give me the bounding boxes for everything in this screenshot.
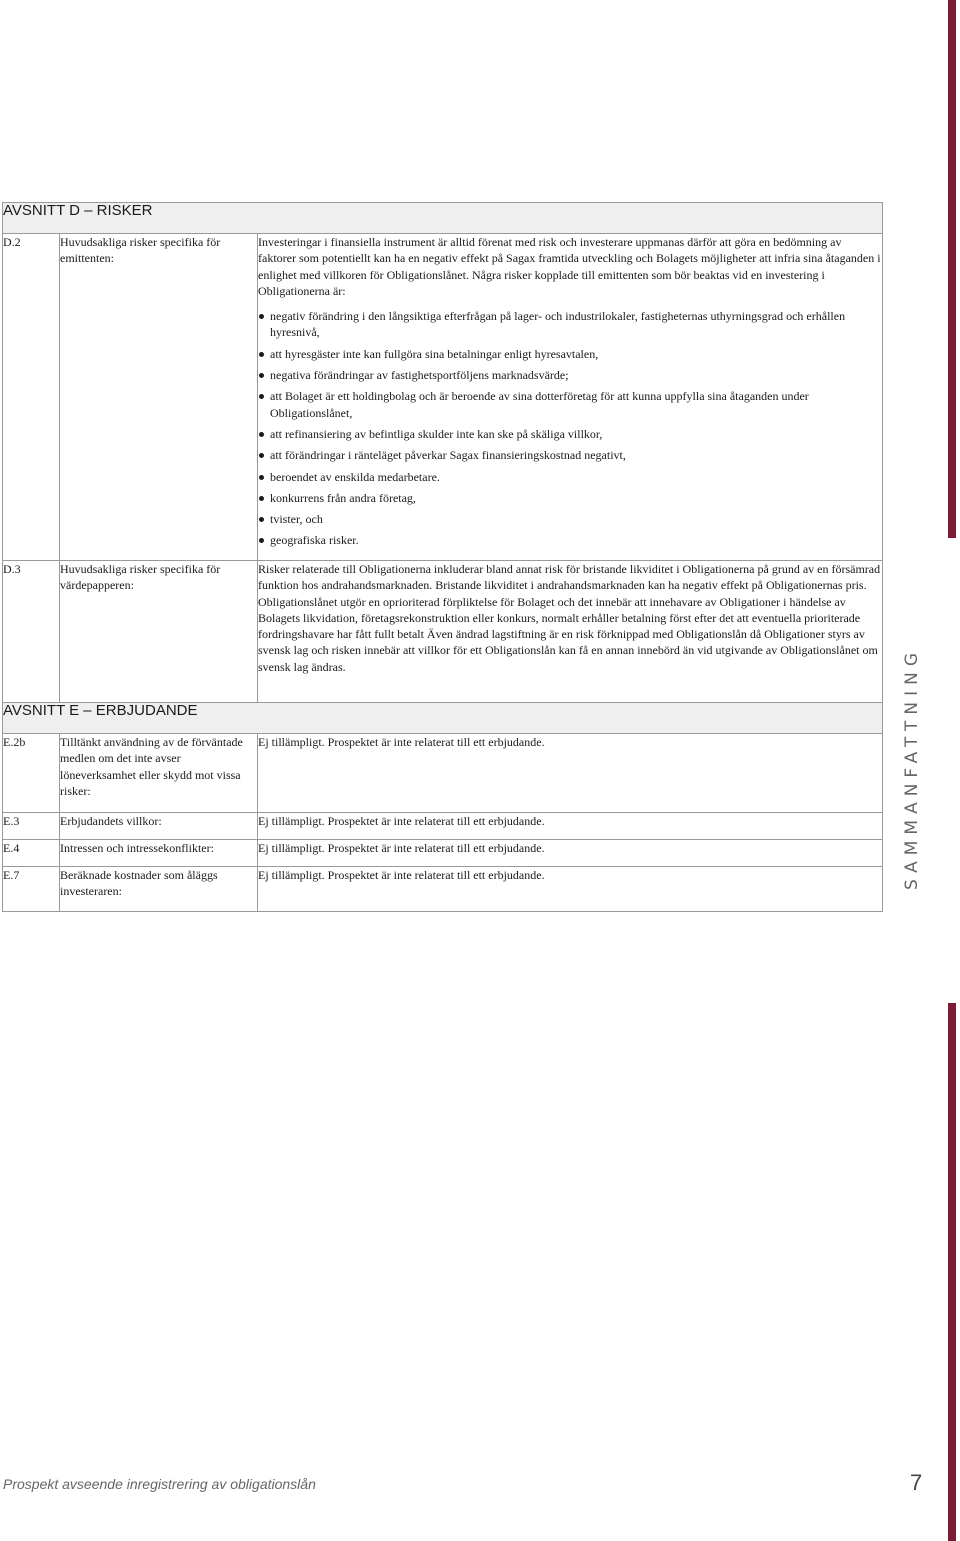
element-content: Ej tillämpligt. Prospektet är inte relaterat till ett erbjudande. xyxy=(258,840,883,867)
element-content: Ej tillämpligt. Prospektet är inte relaterat till ett erbjudande. xyxy=(258,867,883,912)
list-item: att förändringar i ränteläget påverkar Sagax finansieringskostnad negativt, xyxy=(270,447,882,463)
element-label: Huvudsakliga risker specifika för värdepapperen: xyxy=(60,561,258,703)
list-item: negativ förändring i den långsiktiga efterfrågan på lager- och industrilokaler, fastigheternas uthyrningsgrad och erhållen hyresnivå, xyxy=(270,308,882,341)
element-label: Intressen och intressekonflikter: xyxy=(60,840,258,867)
section-d-heading: AVSNITT D – RISKER xyxy=(3,203,883,234)
sidebar-accent-bar-top xyxy=(948,0,956,538)
section-e-header-row xyxy=(3,703,883,734)
element-code: E.3 xyxy=(3,813,60,840)
section-d-header-row xyxy=(3,203,883,234)
table-row xyxy=(3,867,883,912)
list-item: beroendet av enskilda medarbetare. xyxy=(270,469,882,485)
list-item: att refinansiering av befintliga skulder inte kan ske på skäliga villkor, xyxy=(270,426,882,442)
d3-text: Risker relaterade till Obligationerna inkluderar bland annat risk för bristande likviditet i Obligationerna på grund av en försämrad funktion hos andrahandsmarknaden. Bristande likviditet i andrahandsmarknaden kan ha negativ effekt på Obligationernas pris. Obligationslånet utgör en oprioriterad förpliktelse för Bolaget och det innebär att innehavare av Obligationer i händelse av Bolagets likvidation, företagsrekonstruktion eller konkurs, normalt erhåller betalning först efter det att eventuella prioriterade fordringshavare har fått fullt betalt Även ändrad lagstiftning är en risk förknippad med Obligationslån då Obligationer styrs av svensk lag och risken innebär att villkor för ett Obligationslån kan få en annan innebörd än vid utgivande av Obligationslånet om svensk lag ändras. xyxy=(258,562,881,674)
element-content: Ej tillämpligt. Prospektet är inte relaterat till ett erbjudande. xyxy=(258,734,883,813)
list-item: konkurrens från andra företag, xyxy=(270,490,882,506)
list-item: geografiska risker. xyxy=(270,532,882,548)
footer-title: Prospekt avseende inregistrering av obligationslån xyxy=(3,1476,316,1492)
element-label: Huvudsakliga risker specifika för emittenten: xyxy=(60,234,258,561)
table-row xyxy=(3,840,883,867)
summary-table xyxy=(2,202,883,912)
element-content: Ej tillämpligt. Prospektet är inte relaterat till ett erbjudande. xyxy=(258,813,883,840)
sidebar-accent-bar-bottom xyxy=(948,1003,956,1541)
list-item: att Bolaget är ett holdingbolag och är beroende av sina dotterföretag för att kunna uppfylla sina åtaganden under Obligationslånet, xyxy=(270,388,882,421)
table-row xyxy=(3,813,883,840)
element-label: Erbjudandets villkor: xyxy=(60,813,258,840)
element-content xyxy=(258,234,883,561)
element-label: Beräknade kostnader som åläggs investeraren: xyxy=(60,867,258,912)
sidebar-section-label: SAMMANFATTNING xyxy=(902,646,922,890)
element-label: Tilltänkt användning av de förväntade medlen om det inte avser löneverksamhet eller skydd mot vissa risker: xyxy=(60,734,258,813)
d2-intro: Investeringar i finansiella instrument är alltid förenat med risk och investerare uppmanas därför att göra en bedömning av faktorer som potentiellt kan ha en negativ effekt på Sagax framtida utveckling och Bolagets möjligheter att infria sina åtaganden i enlighet med villkoren för Obligationslånet. Några risker kopplade till emittenten som bör beaktas vid en investering i Obligationerna är: xyxy=(258,235,881,298)
risk-list xyxy=(258,308,882,549)
element-code: E.2b xyxy=(3,734,60,813)
list-item: tvister, och xyxy=(270,511,882,527)
page-number: 7 xyxy=(910,1470,923,1495)
element-code: D.3 xyxy=(3,561,60,703)
element-code: E.7 xyxy=(3,867,60,912)
table-row xyxy=(3,234,883,561)
list-item: negativa förändringar av fastighetsportföljens marknadsvärde; xyxy=(270,367,882,383)
table-row xyxy=(3,561,883,703)
element-content xyxy=(258,561,883,703)
list-item: att hyresgäster inte kan fullgöra sina betalningar enligt hyresavtalen, xyxy=(270,346,882,362)
element-code: D.2 xyxy=(3,234,60,561)
table-row xyxy=(3,734,883,813)
section-e-heading: AVSNITT E – ERBJUDANDE xyxy=(3,703,883,734)
element-code: E.4 xyxy=(3,840,60,867)
